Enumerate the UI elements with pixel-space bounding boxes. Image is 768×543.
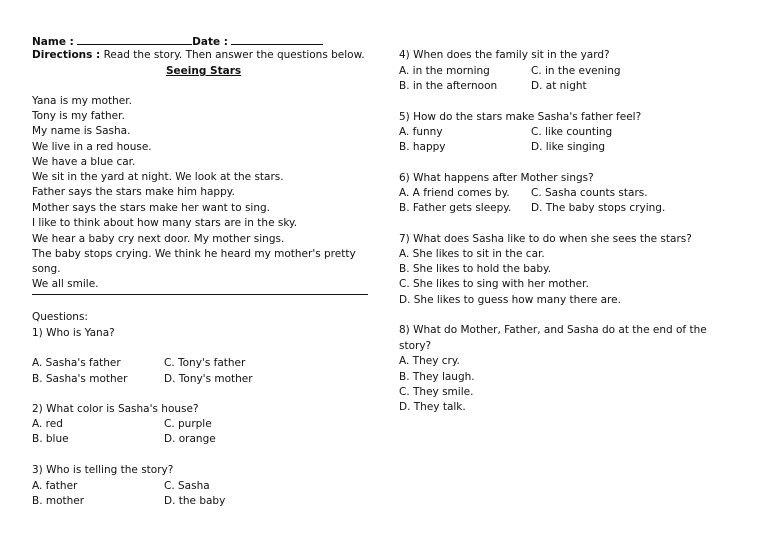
story-line: My name is Sasha. [32,125,131,137]
q2-option-d[interactable]: D. orange [164,433,216,445]
story-line: Father says the stars make him happy. [32,186,235,198]
question-4: 4) When does the family sit in the yard? [399,49,610,61]
question-6: 6) What happens after Mother sings? [399,172,594,184]
q4-option-c[interactable]: C. in the evening [531,65,621,77]
q5-option-d[interactable]: D. like singing [531,141,606,153]
q6-option-a[interactable]: A. A friend comes by. [399,187,510,199]
directions-label: Directions : [32,49,101,61]
question-8-line-2: story? [399,340,432,352]
story-line: We hear a baby cry next door. My mother sings. [32,233,285,245]
question-8-line-1: 8) What do Mother, Father, and Sasha do at the end of the [399,324,707,336]
q2-option-b[interactable]: B. blue [32,433,69,445]
question-1: 1) Who is Yana? [32,327,115,339]
q3-option-d[interactable]: D. the baby [164,495,226,507]
q2-option-a[interactable]: A. red [32,418,63,430]
q6-option-c[interactable]: C. Sasha counts stars. [531,187,648,199]
q1-option-d[interactable]: D. Tony's mother [164,373,253,385]
q5-option-b[interactable]: B. happy [399,141,446,153]
q6-option-b[interactable]: B. Father gets sleepy. [399,202,512,214]
q1-option-a[interactable]: A. Sasha's father [32,357,121,369]
q8-option-b[interactable]: B. They laugh. [399,371,475,383]
story-title: Seeing Stars [166,65,242,77]
directions-text: Read the story. Then answer the questions below. [100,49,365,61]
date-label: Date : [192,36,228,48]
story-line: Mother says the stars make her want to sing. [32,202,271,214]
story-line: We have a blue car. [32,156,136,168]
divider-line [32,294,368,295]
q8-option-d[interactable]: D. They talk. [399,401,466,413]
q4-option-a[interactable]: A. in the morning [399,65,490,77]
story-line: We all smile. [32,278,99,290]
question-7: 7) What does Sasha like to do when she sees the stars? [399,233,692,245]
questions-heading: Questions: [32,311,88,323]
story-line: song. [32,263,61,275]
date-blank[interactable] [231,33,323,45]
story-line: We sit in the yard at night. We look at the stars. [32,171,284,183]
q7-option-c[interactable]: C. She likes to sing with her mother. [399,278,589,290]
q3-option-b[interactable]: B. mother [32,495,85,507]
question-3: 3) Who is telling the story? [32,464,174,476]
story-line: Yana is my mother. [32,95,132,107]
q3-option-c[interactable]: C. Sasha [164,480,210,492]
q7-option-b[interactable]: B. She likes to hold the baby. [399,263,552,275]
q8-option-a[interactable]: A. They cry. [399,355,460,367]
story-line: I like to think about how many stars are in the sky. [32,217,298,229]
story-line: We live in a red house. [32,141,152,153]
q6-option-d[interactable]: D. The baby stops crying. [531,202,666,214]
name-date-line [32,33,323,49]
name-label: Name : [32,36,74,48]
q1-option-c[interactable]: C. Tony's father [164,357,246,369]
directions [32,48,365,62]
q1-option-b[interactable]: B. Sasha's mother [32,373,128,385]
q3-option-a[interactable]: A. father [32,480,78,492]
q4-option-d[interactable]: D. at night [531,80,587,92]
q8-option-c[interactable]: C. They smile. [399,386,474,398]
story-line: Tony is my father. [32,110,125,122]
q4-option-b[interactable]: B. in the afternoon [399,80,498,92]
q7-option-a[interactable]: A. She likes to sit in the car. [399,248,545,260]
q5-option-c[interactable]: C. like counting [531,126,613,138]
q7-option-d[interactable]: D. She likes to guess how many there are. [399,294,621,306]
story-line: The baby stops crying. We think he heard my mother's pretty [32,248,356,260]
q5-option-a[interactable]: A. funny [399,126,443,138]
question-2: 2) What color is Sasha's house? [32,403,199,415]
question-5: 5) How do the stars make Sasha's father feel? [399,111,642,123]
name-blank[interactable] [77,33,192,45]
q2-option-c[interactable]: C. purple [164,418,212,430]
